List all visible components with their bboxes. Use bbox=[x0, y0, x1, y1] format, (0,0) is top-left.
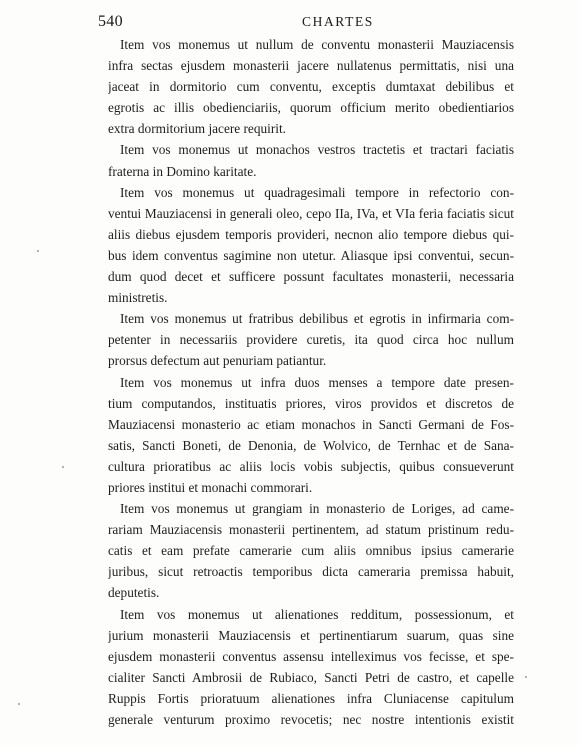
scan-speck bbox=[37, 250, 39, 252]
text-line: Ruppis Fortis prioratuum alienationes infra Cluniacense capitulum bbox=[108, 690, 514, 706]
paragraph bbox=[108, 498, 514, 603]
text-line: Item vos monemus ut quadragesimali tempore in refectorio con- bbox=[120, 184, 514, 200]
text-line: egrotis ac illis obedienciariis, quorum officium merito obedientiarios bbox=[108, 100, 514, 116]
paragraph bbox=[108, 308, 514, 371]
text-line: petenter in necessariis providere curetis, ita quod circa hoc nullum bbox=[108, 332, 514, 348]
text-line: Item vos monemus ut grangiam in monasterio de Loriges, ad came- bbox=[120, 501, 514, 517]
text-line: extra dormitorium jacere requirit. bbox=[108, 121, 286, 137]
scan-speck bbox=[525, 676, 527, 678]
text-line: cultura prioratibus ac aliis locis vobis subjectis, quibus consueverunt bbox=[108, 458, 514, 474]
text-line: aliis diebus ejusdem temporis provideri, necnon alio tempore diebus qui- bbox=[108, 226, 514, 242]
text-line: Item vos monemus ut fratribus debilibus et egrotis in infirmaria com- bbox=[120, 311, 514, 327]
text-line: bus idem conventus sagimine non utetur. Aliasque ipsi conventui, secun- bbox=[108, 247, 514, 263]
text-line: jurium monasterii Mauziacensis et pertinentiarum suarum, quas sine bbox=[108, 627, 514, 643]
text-line: Item vos monemus ut alienationes redditum, possessionum, et bbox=[120, 606, 514, 622]
text-line: deputetis. bbox=[108, 585, 160, 601]
text-line: dum quod decet et sufficere possunt facultates monasterii, necessaria bbox=[108, 269, 514, 285]
text-line: catis et eam prefate camerarie cum aliis omnibus ipsius camerarie bbox=[108, 543, 514, 559]
paragraph bbox=[108, 604, 514, 731]
text-line: jaceat in dormitorio cum conventu, exceptis dumtaxat debilibus et bbox=[108, 79, 514, 95]
text-line: satis, Sancti Boneti, de Denonia, de Wolvico, de Ternhac et de Sana- bbox=[108, 437, 514, 453]
text-line: tium computandos, instituatis priores, viros providos et discretos de bbox=[108, 395, 514, 411]
text-line: ministretis. bbox=[108, 290, 168, 306]
paragraph bbox=[108, 139, 514, 181]
paragraph bbox=[108, 182, 514, 309]
text-line: cialiter Sancti Ambrosii de Rubiaco, Sancti Petri de castro, et capelle bbox=[108, 669, 514, 685]
text-line: Item vos monemus ut nullum de conventu monasterii Mauziacensis bbox=[120, 37, 514, 52]
text-line: prorsus defectum aut penuriam patiantur. bbox=[108, 353, 327, 369]
running-title: CHARTES bbox=[302, 14, 374, 29]
text-line: Mauziacensi monasterio ac etiam monachos in Sancti Germani de Fos- bbox=[108, 416, 514, 432]
text-line: Item vos monemus ut infra duos menses a tempore date presen- bbox=[120, 374, 514, 390]
body-text bbox=[108, 34, 514, 730]
text-line: rariam Mauziacensis monasterii pertinentem, ad statum pristinum redu- bbox=[108, 522, 514, 538]
page-number: 540 bbox=[98, 13, 123, 30]
text-line: ejusdem monasterii conventus assensu intelleximus vos fecisse, et spe- bbox=[108, 648, 514, 664]
text-line: infra sectas ejusdem monasterii jacere nullatenus permittatis, nisi una bbox=[108, 58, 514, 74]
text-line: Item vos monemus ut monachos vestros tractetis et tractari faciatis bbox=[120, 142, 514, 158]
paragraph bbox=[108, 34, 514, 139]
text-line: fraterna in Domino karitate. bbox=[108, 163, 257, 179]
scan-speck bbox=[18, 703, 20, 705]
text-line: priores institui et monachi commorari. bbox=[108, 479, 313, 495]
page-header bbox=[0, 9, 580, 33]
scan-speck bbox=[62, 466, 64, 468]
text-line: ventui Mauziacensi in generali oleo, cepo IIa, IVa, et VIa feria faciatis sicut bbox=[108, 205, 514, 221]
text-line: juribus, sicut retroactis temporibus dicta cameraria premissa habuit, bbox=[108, 564, 514, 580]
paragraph bbox=[108, 372, 514, 499]
text-line: generale venturum proximo revocetis; nec nostre intentionis existit bbox=[108, 712, 514, 727]
